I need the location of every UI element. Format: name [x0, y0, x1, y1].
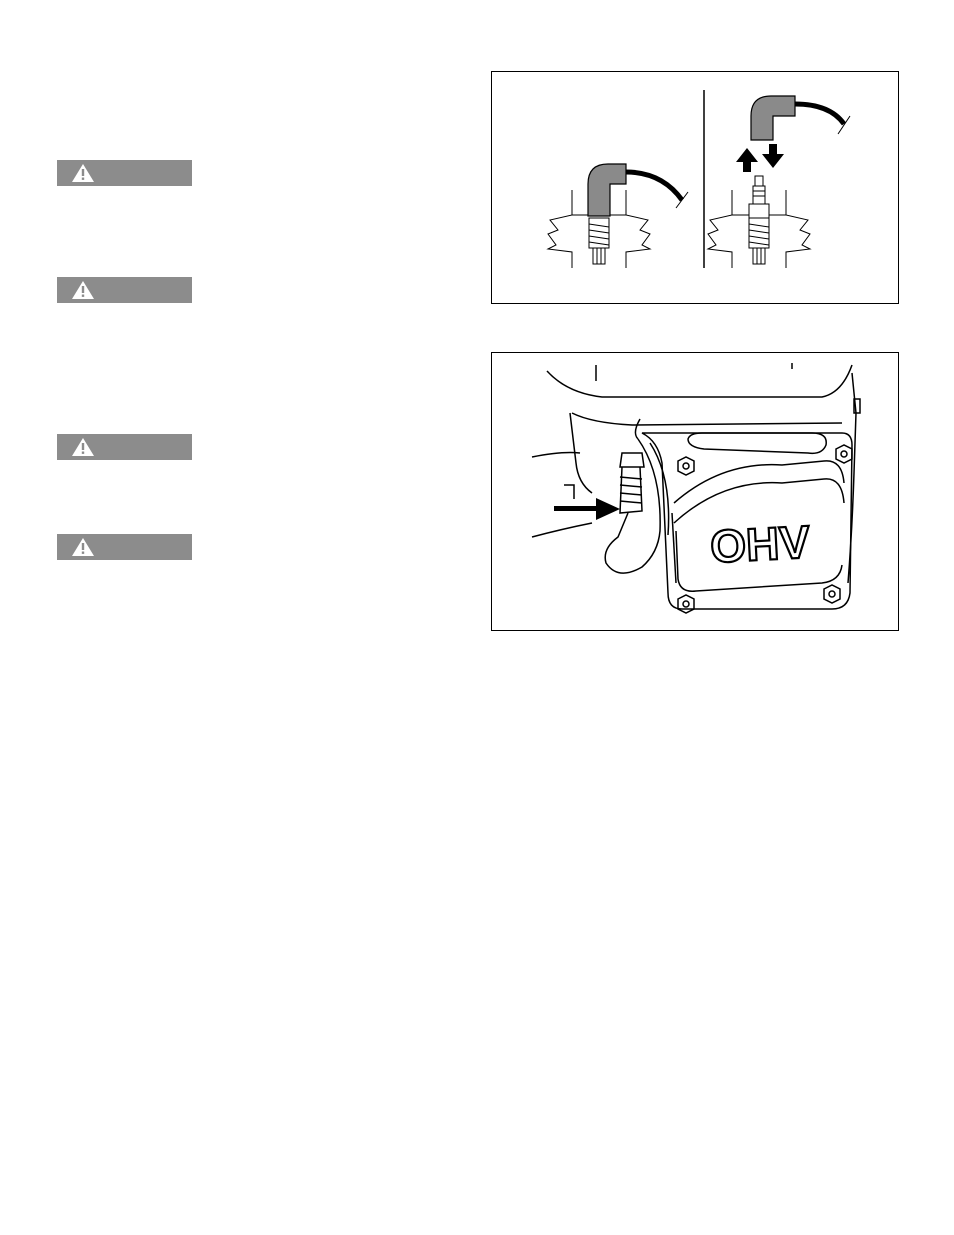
warning-banner-1	[57, 160, 192, 186]
bolt-icon	[836, 445, 852, 463]
connected-plug-illustration	[548, 164, 688, 268]
bolt-icon	[824, 585, 840, 603]
engine-illustration	[532, 363, 860, 613]
warning-triangle-icon	[71, 163, 95, 183]
warning-triangle-icon	[71, 280, 95, 300]
engine-ohv-figure	[491, 352, 899, 631]
bolt-icon	[678, 457, 694, 475]
ohv-embossed-label: OHV	[708, 515, 812, 573]
down-arrow-icon	[762, 144, 784, 168]
warning-banner-3	[57, 434, 192, 460]
warning-banner-4	[57, 534, 192, 560]
warning-triangle-icon	[71, 537, 95, 557]
spark-plug-wire-figure	[491, 71, 899, 304]
pointer-arrow-icon	[554, 498, 620, 520]
disconnected-plug-illustration	[708, 96, 850, 268]
warning-triangle-icon	[71, 437, 95, 457]
warning-banner-2	[57, 277, 192, 303]
up-arrow-icon	[736, 148, 758, 172]
bolt-icon	[678, 595, 694, 613]
